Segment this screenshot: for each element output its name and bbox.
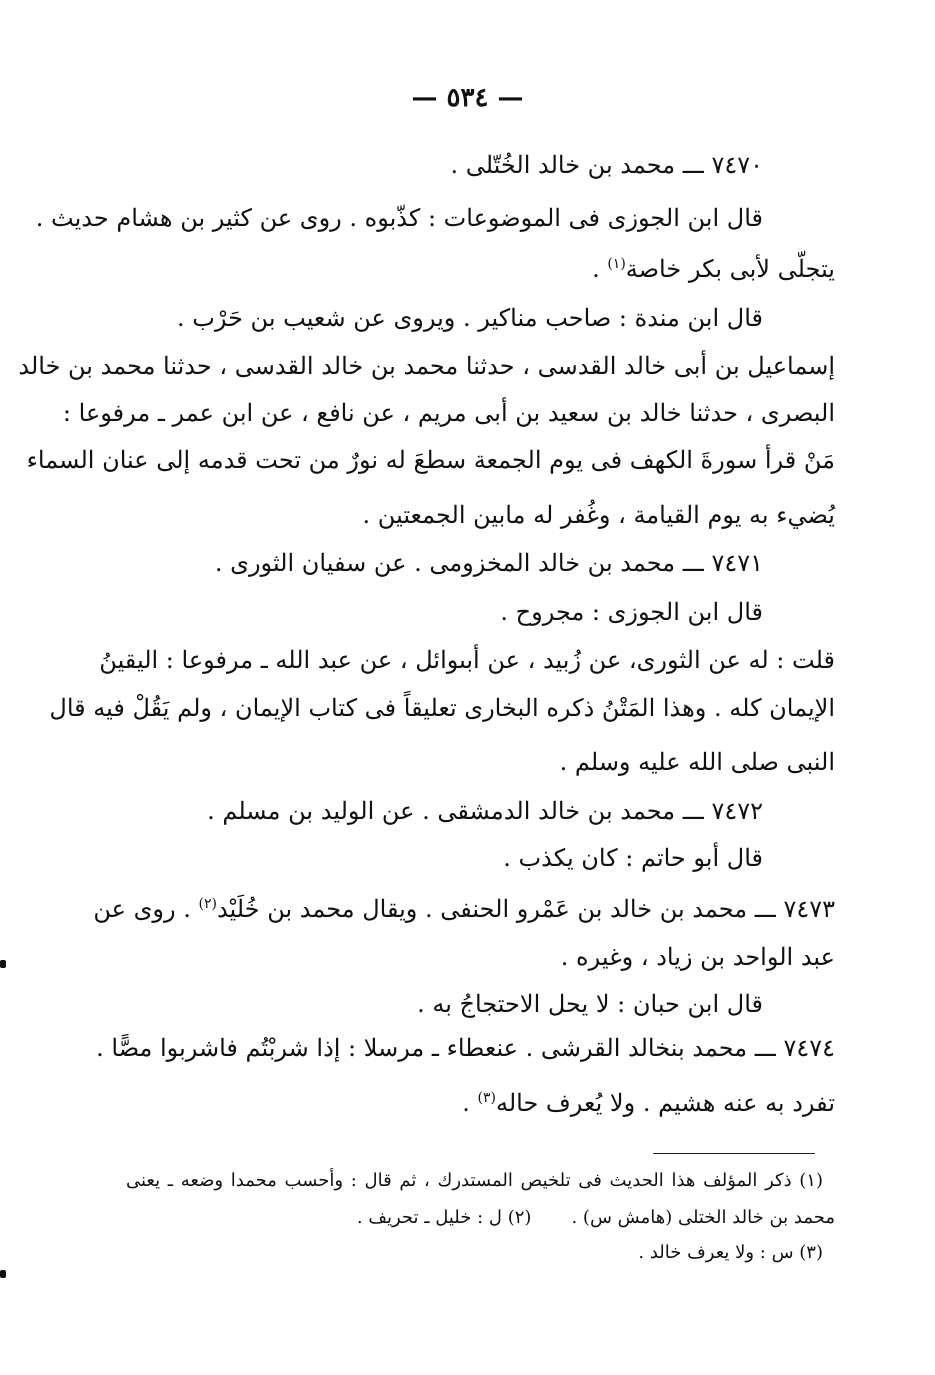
scan-edge-mark — [0, 1270, 6, 1278]
footnote-line — [357, 1203, 835, 1233]
text-line: إسماعيل بن أبى خالد القدسى ، حدثنا محمد بن خالد القدسى ، حدثنا محمد بن خالد — [18, 352, 835, 380]
scan-edge-mark — [0, 960, 6, 968]
entry-7473-heading — [93, 884, 835, 924]
entry-7470-heading: ٧٤٧٠ ـــ محمد بن خالد الخُتّلى . — [450, 151, 763, 179]
text-line: مَنْ قرأ سورةَ الكهف فى يوم الجمعة سطعَ له نورٌ من تحت قدمه إلى عنان السماء — [26, 446, 835, 474]
text-line: قال ابن حبان : لا يحل الاحتجاجُ به . — [417, 990, 763, 1018]
text-line: قال ابن مندة : صاحب مناكير . ويروى عن شعيب بن حَرْب . — [176, 304, 763, 332]
footnote-1-cont: محمد بن خالد الختلى (هامش س) . — [571, 1207, 835, 1228]
footnote-ref: (٣) — [477, 1090, 496, 1106]
footnote-ref: (٢) — [198, 896, 217, 912]
text-line: النبى صلى الله عليه وسلم . — [559, 748, 835, 776]
text-line: قال أبو حاتم : كان يكذب . — [503, 844, 763, 872]
footnote-1: (١) ذكر المؤلف هذا الحديث فى تلخيص المستدرك ، ثم قال : وأحسب محمدا وضعه ـ يعنى — [126, 1170, 823, 1191]
entry-7471-heading: ٧٤٧١ ـــ محمد بن خالد المخزومى . عن سفيان الثورى . — [214, 549, 763, 577]
text-segment: تفرد به عنه هشيم . ولا يُعرف حاله — [495, 1089, 835, 1117]
text-segment: ٧٤٧٣ ـــ محمد بن خالد بن عَمْرو الحنفى . ويقال محمد بن خُلَيْد — [216, 895, 835, 923]
footnote-2: (٢) ل : خليل ـ تحريف . — [356, 1207, 532, 1228]
text-line: قال ابن الجوزى فى الموضوعات : كذّبوه . روى عن كثير بن هشام حديث . — [35, 204, 763, 232]
footnote-3: (٣) س : ولا يعرف خالد . — [638, 1242, 823, 1263]
text-line: تفرد به عنه هشيم . ولا يُعرف حاله$^{(٣)}$ . — [462, 1089, 835, 1117]
page-number: — ٥٣٤ — — [411, 83, 524, 113]
text-segment: . روى عن — [93, 895, 191, 923]
text-line: يُضيء به يوم القيامة ، وغُفر له مابين الجمعتين . — [362, 501, 835, 529]
text-segment: يتجلّى لأبى بكر خاصة — [625, 255, 835, 283]
footnote-separator — [653, 1153, 815, 1154]
text-line: يتجلّى لأبى بكر خاصة$^{(١)}$ . — [592, 255, 835, 283]
entry-7474-heading: ٧٤٧٤ ـــ محمد بنخالد القرشى . عنعطاء ـ مرسلا : إذا شربْتُم فاشربوا مصًّا . — [96, 1034, 835, 1062]
text-line: قال ابن الجوزى : مجروح . — [500, 598, 763, 626]
text-line: الإيمان كله . وهذا المَتْنُ ذكره البخارى تعليقاً فى كتاب الإيمان ، ولم يَقُلْ فيه قال — [49, 694, 835, 722]
text-line: البصرى ، حدثنا خالد بن سعيد بن أبى مريم ، عن نافع ، عن ابن عمر ـ مرفوعا : — [62, 399, 835, 427]
text-line: قلت : له عن الثورى، عن زُبيد ، عن أبىوائل ، عن عبد الله ـ مرفوعا : اليقينُ — [99, 646, 835, 674]
text-line: عبد الواحد بن زياد ، وغيره . — [560, 943, 835, 971]
footnote-ref: (١) — [607, 256, 626, 272]
entry-7472-heading: ٧٤٧٢ ـــ محمد بن خالد الدمشقى . عن الوليد بن مسلم . — [207, 797, 763, 825]
